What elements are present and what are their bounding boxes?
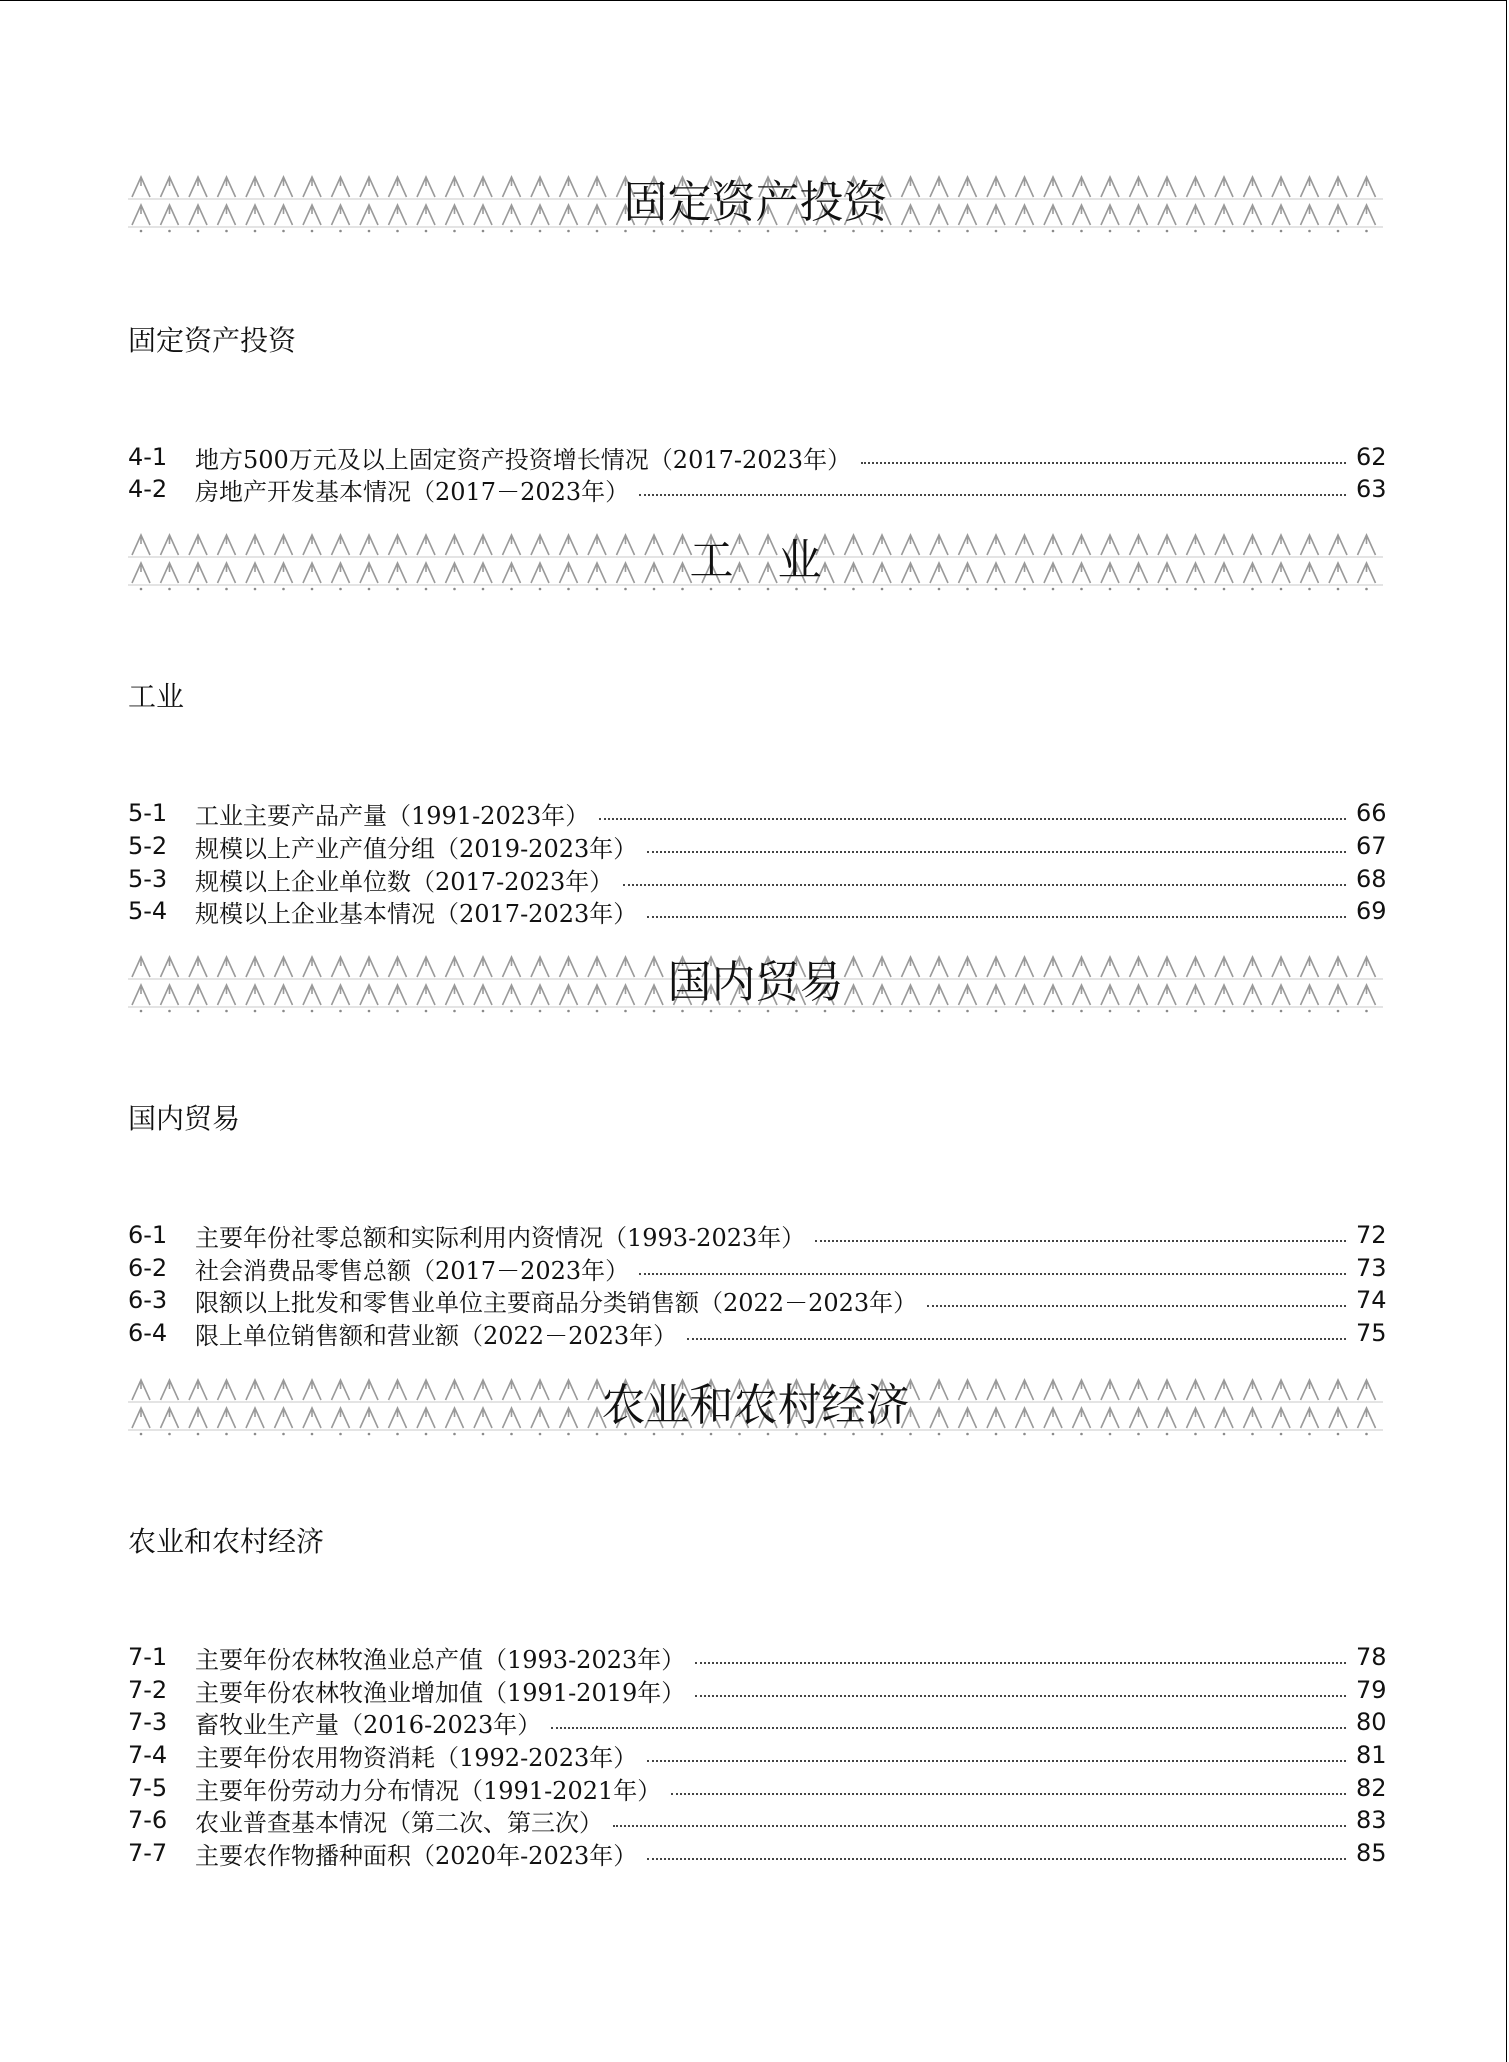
entry-page: 83: [1356, 1806, 1387, 1834]
entry-label: 主要年份社零总额和实际利用内资情况（1993-2023年）: [195, 1223, 806, 1252]
dot-leader: [687, 1338, 1346, 1340]
entry-number: 7-4: [128, 1741, 168, 1769]
entry-page: 81: [1356, 1741, 1387, 1769]
entry-number: 5-4: [128, 897, 168, 925]
entry-number: 7-6: [128, 1806, 168, 1834]
entry-label: 地方500万元及以上固定资产投资增长情况（2017-2023年）: [195, 445, 852, 474]
entry-number: 6-2: [128, 1254, 168, 1282]
section-banner: [128, 173, 1383, 233]
entry-label: 限额以上批发和零售业单位主要商品分类销售额（2022－2023年）: [195, 1288, 918, 1317]
entry-number: 5-1: [128, 799, 168, 827]
dot-leader: [927, 1305, 1346, 1307]
entry-page: 80: [1356, 1708, 1387, 1736]
dot-leader: [647, 1858, 1346, 1860]
toc-entry[interactable]: [128, 863, 1386, 895]
banner-title: 农业和农村经济: [601, 1380, 910, 1431]
banner-title: 国内贸易: [667, 957, 844, 1008]
dot-leader: [647, 851, 1346, 853]
section-heading: 国内贸易: [128, 1102, 241, 1135]
toc-entry[interactable]: [128, 1772, 1386, 1804]
toc-entry[interactable]: [128, 1837, 1386, 1869]
banner-title: 工 业: [689, 535, 822, 586]
banner-title: 固定资产投资: [623, 177, 888, 228]
toc-entry[interactable]: [128, 1674, 1386, 1706]
dot-leader: [815, 1240, 1346, 1242]
entry-page: 79: [1356, 1676, 1387, 1704]
entry-page: 85: [1356, 1839, 1387, 1867]
dot-leader: [639, 1273, 1346, 1275]
toc-entry[interactable]: [128, 1706, 1386, 1738]
entry-label: 主要农作物播种面积（2020年-2023年）: [195, 1841, 638, 1870]
entry-label: 工业主要产品产量（1991-2023年）: [195, 801, 590, 830]
section-banner: [128, 953, 1383, 1013]
toc-entry[interactable]: [128, 830, 1386, 862]
entry-label: 主要年份劳动力分布情况（1991-2021年）: [195, 1776, 662, 1805]
toc-entry[interactable]: [128, 797, 1386, 829]
entry-label: 主要年份农用物资消耗（1992-2023年）: [195, 1743, 638, 1772]
section-heading: 工业: [128, 680, 185, 713]
entry-page: 72: [1356, 1221, 1387, 1249]
entry-page: 74: [1356, 1286, 1387, 1314]
entry-number: 7-3: [128, 1708, 168, 1736]
entry-page: 66: [1356, 799, 1387, 827]
dot-leader: [647, 1760, 1346, 1762]
entry-number: 4-1: [128, 443, 168, 471]
section-heading: 固定资产投资: [128, 324, 297, 357]
entry-label: 畜牧业生产量（2016-2023年）: [195, 1710, 542, 1739]
toc-entry[interactable]: [128, 1252, 1386, 1284]
toc-entry[interactable]: [128, 1641, 1386, 1673]
toc-entry[interactable]: [128, 1804, 1386, 1836]
entry-number: 6-4: [128, 1319, 168, 1347]
entry-number: 7-1: [128, 1643, 168, 1671]
entry-label: 规模以上企业单位数（2017-2023年）: [195, 867, 614, 896]
dot-leader: [671, 1793, 1346, 1795]
dot-leader: [623, 884, 1346, 886]
entry-page: 62: [1356, 443, 1387, 471]
entry-page: 68: [1356, 865, 1387, 893]
entry-number: 7-5: [128, 1774, 168, 1802]
section-banner: [128, 531, 1383, 591]
entry-label: 限上单位销售额和营业额（2022－2023年）: [195, 1321, 678, 1350]
entry-page: 67: [1356, 832, 1387, 860]
dot-leader: [639, 494, 1346, 496]
dot-leader: [861, 462, 1346, 464]
entry-number: 4-2: [128, 475, 168, 503]
section-heading: 农业和农村经济: [128, 1525, 325, 1558]
section-banner: [128, 1376, 1383, 1436]
entry-number: 7-2: [128, 1676, 168, 1704]
entry-page: 82: [1356, 1774, 1387, 1802]
dot-leader: [695, 1662, 1346, 1664]
toc-entry[interactable]: [128, 895, 1386, 927]
entry-number: 6-3: [128, 1286, 168, 1314]
dot-leader: [551, 1727, 1346, 1729]
entry-page: 73: [1356, 1254, 1387, 1282]
entry-label: 主要年份农林牧渔业总产值（1993-2023年）: [195, 1645, 686, 1674]
entry-label: 农业普查基本情况（第二次、第三次）: [195, 1808, 603, 1837]
entry-label: 规模以上产业产值分组（2019-2023年）: [195, 834, 638, 863]
entry-label: 房地产开发基本情况（2017－2023年）: [195, 477, 630, 506]
entry-page: 78: [1356, 1643, 1387, 1671]
toc-entry[interactable]: [128, 441, 1386, 473]
entry-number: 7-7: [128, 1839, 168, 1867]
toc-entry[interactable]: [128, 473, 1386, 505]
dot-leader: [613, 1825, 1346, 1827]
entry-page: 75: [1356, 1319, 1387, 1347]
entry-label: 社会消费品零售总额（2017－2023年）: [195, 1256, 630, 1285]
entry-number: 5-3: [128, 865, 168, 893]
dot-leader: [695, 1695, 1346, 1697]
entry-label: 主要年份农林牧渔业增加值（1991-2019年）: [195, 1678, 686, 1707]
dot-leader: [647, 916, 1346, 918]
entry-number: 5-2: [128, 832, 168, 860]
toc-entry[interactable]: [128, 1284, 1386, 1316]
toc-entry[interactable]: [128, 1317, 1386, 1349]
toc-entry[interactable]: [128, 1219, 1386, 1251]
dot-leader: [599, 818, 1346, 820]
entry-label: 规模以上企业基本情况（2017-2023年）: [195, 899, 638, 928]
entry-number: 6-1: [128, 1221, 168, 1249]
toc-entry[interactable]: [128, 1739, 1386, 1771]
entry-page: 63: [1356, 475, 1387, 503]
entry-page: 69: [1356, 897, 1387, 925]
